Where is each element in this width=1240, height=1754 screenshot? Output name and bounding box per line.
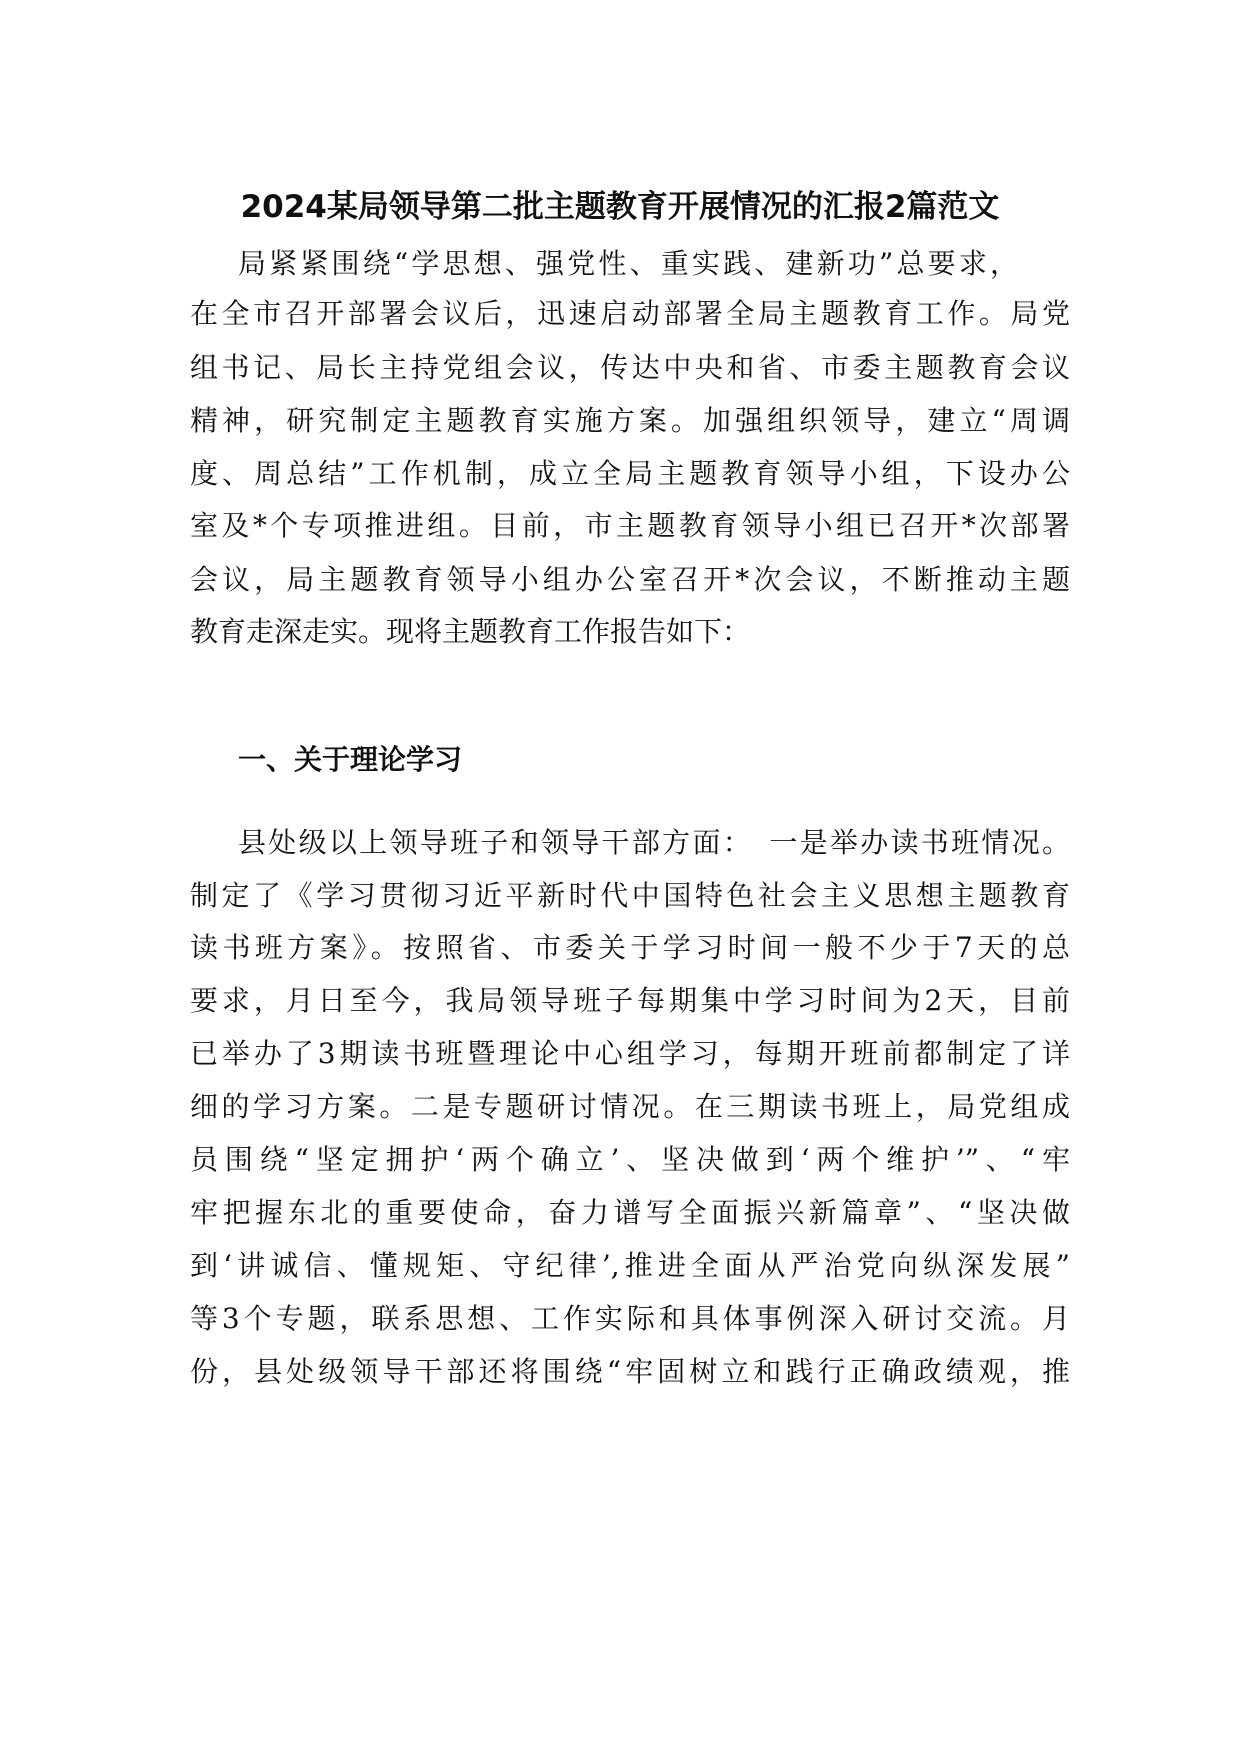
body-line: 等3个专题，联系思想、工作实际和具体事例深入研讨交流。月 [190, 1302, 1070, 1335]
body-line: 制定了《学习贯彻习近平新时代中国特色社会主义思想主题教育 [190, 879, 1070, 912]
document-title: 2024某局领导第二批主题教育开展情况的汇报2篇范文 [240, 189, 1000, 225]
body-line: 读书班方案》。按照省、市委关于学习时间一般不少于7天的总 [190, 931, 1070, 964]
intro-line: 教育走深走实。现将主题教育工作报告如下： [190, 615, 751, 648]
body-line: 细的学习方案。二是专题研讨情况。在三期读书班上，局党组成 [190, 1090, 1070, 1123]
intro-line: 会议，局主题教育领导小组办公室召开*次会议，不断推动主题 [190, 563, 1070, 596]
body-line: 牢把握东北的重要使命，奋力谱写全面振兴新篇章”、“坚决做 [190, 1196, 1070, 1229]
body-line: 到‘讲诚信、懂规矩、守纪律’,推进全面从严治党向纵深发展” [190, 1249, 1070, 1282]
body-line: 员围绕“坚定拥护‘两个确立’、坚决做到‘两个维护’”、“牢 [190, 1143, 1070, 1176]
intro-line: 局紧紧围绕“学思想、强党性、重实践、建新功”总要求， [238, 247, 1018, 280]
intro-line: 在全市召开部署会议后，迅速启动部署全局主题教育工作。局党 [190, 297, 1070, 330]
intro-line: 精神，研究制定主题教育实施方案。加强组织领导，建立“周调 [190, 404, 1070, 437]
body-line: 已举办了3期读书班暨理论中心组学习，每期开班前都制定了详 [190, 1037, 1070, 1070]
body-line: 要求，月日至今，我局领导班子每期集中学习时间为2天，目前 [190, 984, 1070, 1017]
body-line: 县处级以上领导班子和领导干部方面： 一是举办读书班情况。 [238, 826, 1070, 859]
intro-line: 组书记、局长主持党组会议，传达中央和省、市委主题教育会议 [190, 351, 1070, 384]
body-line: 份，县处级领导干部还将围绕“牢固树立和践行正确政绩观，推 [190, 1355, 1070, 1388]
intro-line: 室及*个专项推进组。目前，市主题教育领导小组已召开*次部署 [190, 509, 1070, 542]
section-heading: 一、关于理论学习 [238, 743, 463, 776]
intro-line: 度、周总结”工作机制，成立全局主题教育领导小组，下设办公 [190, 457, 1070, 490]
